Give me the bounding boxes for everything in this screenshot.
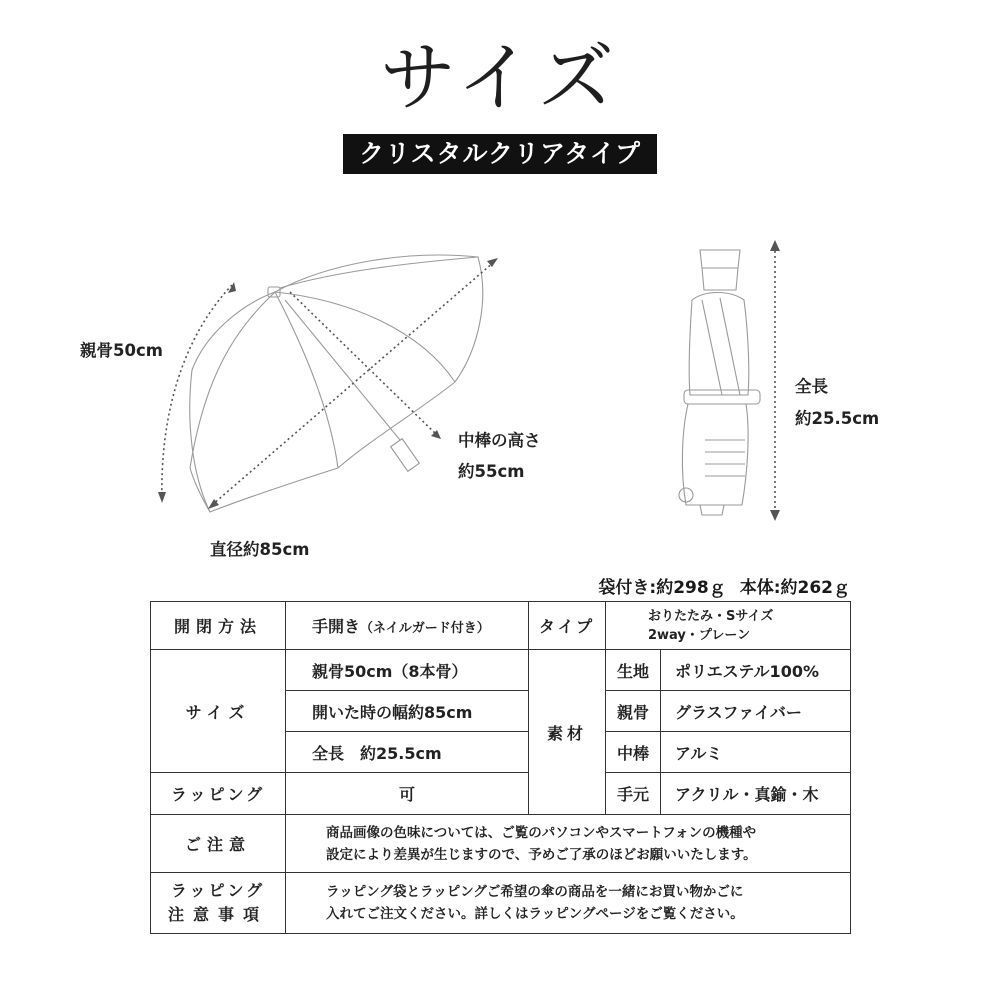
table-row bbox=[151, 650, 851, 691]
table-row bbox=[151, 773, 851, 815]
size-row-2: 開いた時の幅約85cm bbox=[286, 691, 529, 732]
shaft-height-value: 約55cm bbox=[458, 462, 525, 481]
wrap-note-header-cell bbox=[151, 873, 286, 934]
table-row bbox=[151, 815, 851, 873]
rib-measure-line bbox=[162, 285, 232, 500]
type-value-line-2: 2way・プレーン bbox=[648, 627, 751, 643]
material-value-handle: アクリル・真鍮・木 bbox=[661, 773, 851, 815]
size-row-3: 全長 約25.5cm bbox=[286, 732, 529, 773]
open-method-value: 手開き bbox=[312, 617, 361, 636]
type-cell bbox=[606, 602, 851, 650]
page-title: サイズ bbox=[380, 33, 620, 122]
open-method-header: 開閉方法 bbox=[151, 602, 286, 650]
wrap-note-line-1: ラッピング袋とラッピングご希望の傘の商品を一緒にお買い物かごに bbox=[326, 884, 744, 900]
umbrella-rib-right bbox=[275, 292, 455, 382]
caution-line-2: 設定により差異が生じますので、予めご了承のほどお願いいたします。 bbox=[326, 846, 757, 863]
weight-body: 本体:約262ｇ bbox=[739, 578, 850, 598]
caution-line-1: 商品画像の色味については、ご覧のパソコンやスマートフォンの機種や bbox=[326, 824, 757, 841]
umbrella-handle bbox=[391, 439, 420, 472]
spec-table bbox=[150, 601, 851, 934]
weight-with-bag: 袋付き:約298ｇ bbox=[598, 578, 726, 598]
caution-cell bbox=[286, 815, 851, 873]
umbrella-rib-left bbox=[190, 292, 275, 468]
material-part-fabric: 生地 bbox=[606, 650, 661, 691]
material-header: 素材 bbox=[529, 650, 606, 815]
total-length-value: 約25.5cm bbox=[795, 409, 880, 428]
material-value-rib: グラスファイバー bbox=[661, 691, 851, 732]
umbrella-canopy-outline bbox=[190, 255, 483, 512]
diameter-label: 直径約85cm bbox=[210, 540, 310, 559]
size-header: サイズ bbox=[151, 650, 286, 773]
umbrella-rib-back bbox=[280, 257, 478, 288]
wrap-note-header-line-1: ラッピング bbox=[170, 881, 266, 900]
shaft-height-label: 中棒の高さ bbox=[458, 431, 541, 450]
caution-header: ご注意 bbox=[151, 815, 286, 873]
material-part-shaft: 中棒 bbox=[606, 732, 661, 773]
subtitle-badge: クリスタルクリアタイプ bbox=[343, 134, 657, 174]
type-value-line-1: おりたたみ・Sサイズ bbox=[648, 608, 774, 624]
open-method-note: （ネイルガード付き） bbox=[360, 621, 490, 636]
wrap-note-header-line-2: 注意事項 bbox=[167, 905, 268, 924]
rib-length-label: 親骨50cm bbox=[80, 341, 163, 360]
weight-info bbox=[598, 573, 850, 598]
wrap-note-cell bbox=[286, 873, 851, 934]
open-method-cell bbox=[286, 602, 529, 650]
material-part-rib: 親骨 bbox=[606, 691, 661, 732]
material-value-shaft: アルミ bbox=[661, 732, 851, 773]
size-row-1: 親骨50cm（8本骨） bbox=[286, 650, 529, 691]
wrapping-value: 可 bbox=[286, 773, 529, 815]
folded-umbrella bbox=[679, 250, 760, 515]
material-part-handle: 手元 bbox=[606, 773, 661, 815]
wrap-note-line-2: 入れてご注文ください。詳しくはラッピングページをご覧ください。 bbox=[326, 906, 744, 922]
table-row bbox=[151, 873, 851, 934]
wrapping-header: ラッピング bbox=[151, 773, 286, 815]
total-length-label: 全長 bbox=[795, 377, 828, 396]
material-value-fabric: ポリエステル100% bbox=[661, 650, 851, 691]
table-row bbox=[151, 602, 851, 650]
type-header: タイプ bbox=[529, 602, 606, 650]
diameter-measure-line bbox=[212, 262, 494, 505]
